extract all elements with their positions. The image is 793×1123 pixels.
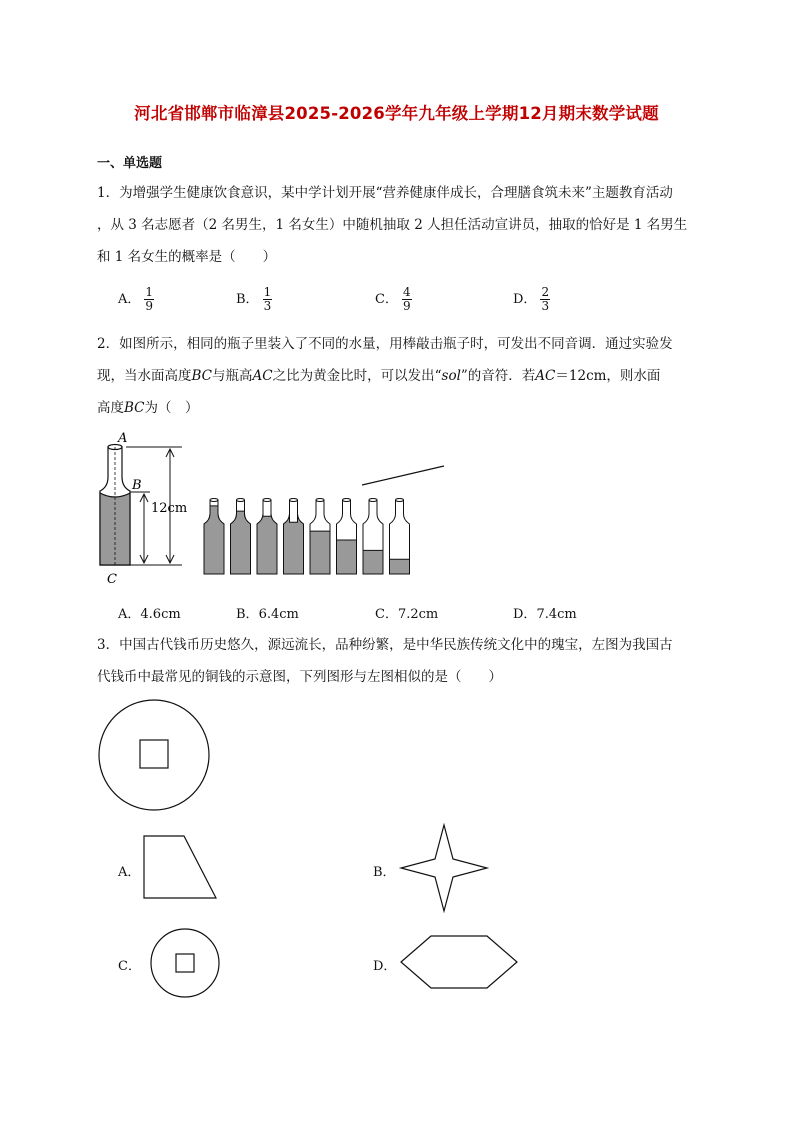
small-bottle bbox=[310, 499, 330, 575]
small-bottle bbox=[390, 499, 410, 575]
four-point-star-shape bbox=[398, 823, 490, 913]
option-label: A． bbox=[118, 292, 141, 307]
q1-option-c[interactable] bbox=[375, 286, 412, 313]
hexagon-shape bbox=[399, 934, 521, 990]
label-b: B bbox=[132, 478, 142, 493]
q3-option-a[interactable]: A． bbox=[118, 865, 141, 880]
label-a: A bbox=[118, 431, 128, 446]
q2-line-3: 高度BC为（ ） bbox=[97, 400, 199, 416]
section-heading: 一、单选题 bbox=[97, 156, 163, 171]
main-bottle bbox=[100, 445, 130, 566]
water-fill bbox=[231, 511, 251, 574]
coin-figure bbox=[97, 698, 212, 813]
q3-option-d[interactable]: D． bbox=[373, 959, 397, 974]
water-fill bbox=[284, 514, 304, 574]
q1-option-b[interactable] bbox=[236, 286, 272, 313]
coin-square-hole bbox=[140, 740, 168, 768]
fraction: $\frac{1}{9}$ bbox=[145, 285, 154, 313]
page-title: 河北省邯郸市临漳县2025-2026学年九年级上学期12月期末数学试题 bbox=[134, 104, 659, 123]
water-fill bbox=[310, 531, 330, 574]
fraction: $\frac{4}{9}$ bbox=[402, 285, 411, 313]
bottle-figure bbox=[90, 425, 460, 590]
trapezoid-shape bbox=[140, 834, 220, 900]
small-bottle bbox=[231, 499, 251, 575]
q1-option-d[interactable] bbox=[513, 286, 550, 313]
small-bottle bbox=[257, 499, 277, 575]
striking-stick bbox=[362, 466, 444, 485]
water-fill bbox=[390, 559, 410, 574]
fraction: $\frac{2}{3}$ bbox=[541, 285, 550, 313]
small-bottle bbox=[337, 499, 357, 575]
height-label: 12cm bbox=[151, 501, 188, 516]
q3-option-b[interactable]: B． bbox=[373, 865, 396, 880]
q2-option-c[interactable]: C．7.2cm bbox=[375, 607, 439, 622]
small-bottle bbox=[363, 499, 383, 575]
q1-line-1: 1．为增强学生健康饮食意识，某中学计划开展“营养健康伴成长，合理膳食筑未来”主题教育活动 bbox=[97, 185, 673, 201]
bottle-row bbox=[204, 499, 410, 575]
q2-option-a[interactable]: A．4.6cm bbox=[118, 607, 181, 622]
q2-line-2: 现，当水面高度BC与瓶高AC之比为黄金比时，可以发出“sol”的音符．若AC＝12cm，则水面 bbox=[97, 368, 661, 384]
circle-with-square-shape bbox=[149, 927, 221, 999]
label-c: C bbox=[107, 572, 117, 587]
q3-line-2: 代钱币中最常见的铜钱的示意图，下列图形与左图相似的是（ ） bbox=[97, 669, 502, 685]
q2-option-b[interactable]: B．6.4cm bbox=[236, 607, 299, 622]
q1-option-a[interactable] bbox=[118, 286, 154, 313]
q2-line-1: 2．如图所示，相同的瓶子里装入了不同的水量，用棒敲击瓶子时，可发出不同音调．通过实验发 bbox=[97, 336, 673, 352]
water-fill bbox=[337, 540, 357, 574]
small-bottle bbox=[284, 499, 304, 575]
fraction: $\frac{1}{3}$ bbox=[263, 285, 272, 313]
q3-option-c[interactable]: C． bbox=[118, 959, 141, 974]
water-fill bbox=[363, 550, 383, 574]
q3-line-1: 3．中国古代钱币历史悠久，源远流长，品种纷繁，是中华民族传统文化中的瑰宝，左图为我国古 bbox=[97, 637, 673, 653]
q1-line-3: 和 1 名女生的概率是（ ） bbox=[97, 249, 277, 265]
option-label: B． bbox=[236, 292, 259, 307]
option-label: D． bbox=[513, 292, 537, 307]
q2-option-d[interactable]: D．7.4cm bbox=[513, 607, 577, 622]
q1-line-2: ，从 3 名志愿者（2 名男生，1 名女生）中随机抽取 2 人担任活动宣讲员，抽取的恰好是 1 名男生 bbox=[97, 217, 688, 233]
small-bottle bbox=[204, 499, 224, 575]
water-fill bbox=[204, 506, 224, 574]
water-fill bbox=[257, 514, 277, 574]
option-label: C． bbox=[375, 292, 398, 307]
